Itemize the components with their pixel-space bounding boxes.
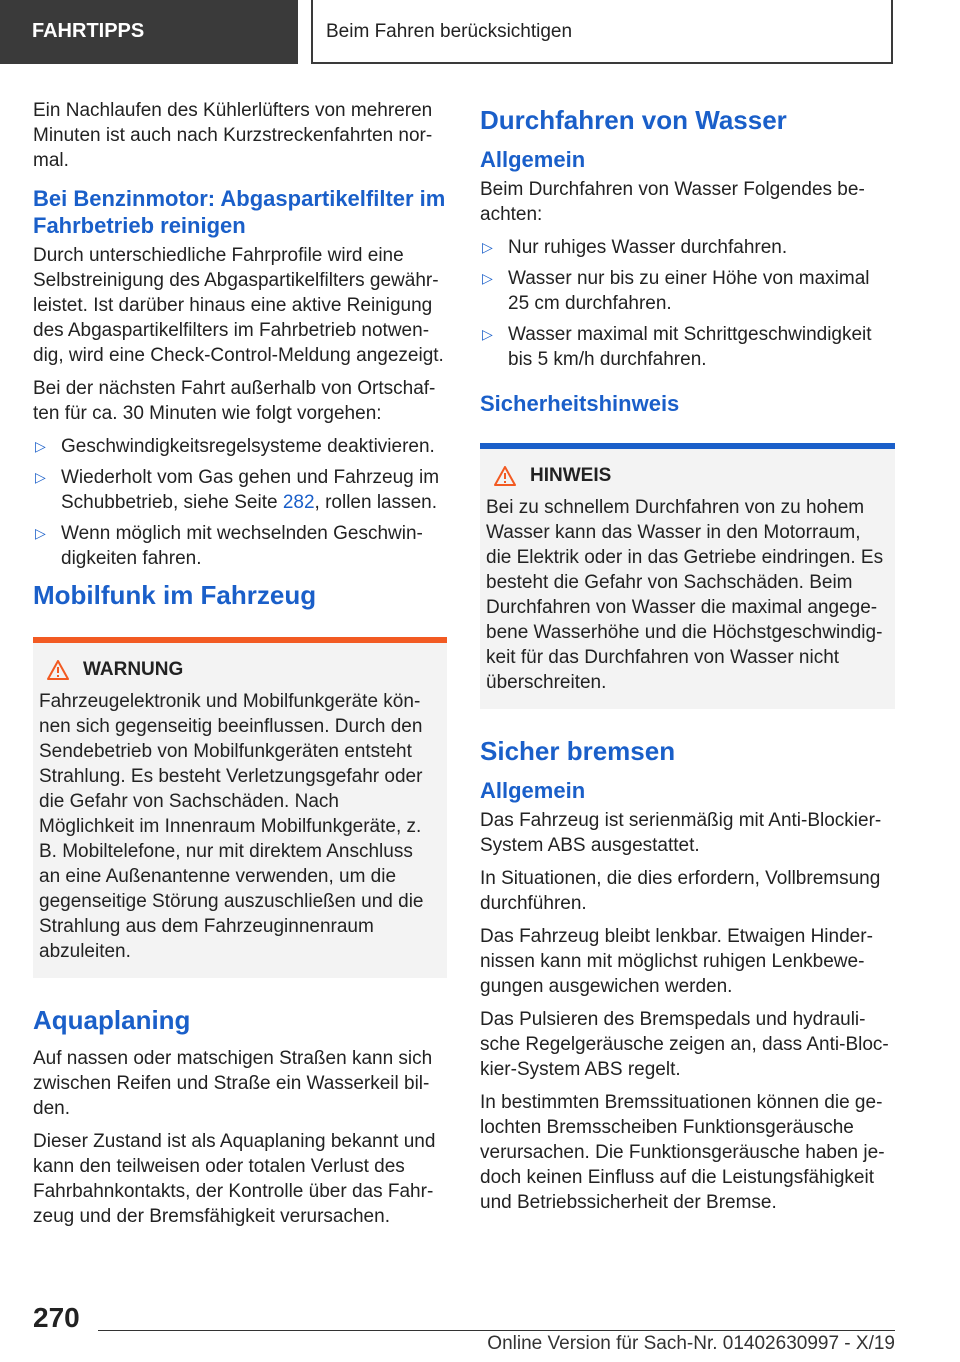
warning-header	[39, 659, 439, 681]
list-item: ▷ Wiederholt vom Gas gehen und Fahrzeug im Schubbetrieb, siehe Seite 282, rollen lassen.	[35, 467, 440, 513]
heading-durchfahren-wasser: Durchfahren von Wasser	[480, 105, 787, 135]
notice-text: Bei zu schnellem Durchfahren von zu hohem Wasser kann das Wasser in den Motorraum, die Elektrik oder in das Getriebe eindringen. Es besteht die Gefahr von Sachschäden. Beim Durchfahren von Wasser die maximal angegebene Wasserhöhe und die Höchstgeschwindigkeit für das Durchfahren von Wasser nicht überschreiten.	[486, 497, 884, 693]
warning-triangle-icon	[47, 660, 69, 680]
paragraph-brems-4: Das Pulsieren des Bremspedals und hydraulische Regelgeräusche zeigen an, dass Anti-Blockier-System ABS regelt.	[480, 1009, 889, 1080]
section-tab: FAHRTIPPS	[0, 0, 298, 64]
triangle-right-icon: ▷	[35, 469, 46, 485]
page-header	[0, 0, 960, 66]
notice-label: HINWEIS	[530, 465, 612, 486]
list-item: ▷ Wasser nur bis zu einer Höhe von maximal 25 cm durchfahren.	[482, 268, 870, 314]
paragraph-benzin-2: Bei der nächsten Fahrt außerhalb von Ortschaften für ca. 30 Minuten wie folgt vorgehen:	[33, 378, 436, 424]
bullet-list-wasser	[480, 235, 895, 372]
list-item: ▷ Wenn möglich mit wechselnden Geschwindigkeiten fahren.	[35, 523, 423, 569]
triangle-right-icon: ▷	[482, 239, 493, 255]
bullet-list-benzin	[33, 434, 447, 571]
triangle-right-icon: ▷	[35, 438, 46, 454]
page-number: 270	[33, 1302, 80, 1333]
right-column	[480, 98, 895, 1223]
heading-benzinmotor: Bei Benzinmotor: Abgaspartikelfilter im Fahrbetrieb reinigen	[33, 186, 446, 238]
triangle-right-icon: ▷	[482, 270, 493, 286]
paragraph-intro: Ein Nachlaufen des Kühlerlüfters von mehreren Minuten ist auch nach Kurzstreckenfahrten normal.	[33, 100, 433, 171]
chapter-title: Beim Fahren berücksichtigen	[311, 0, 893, 64]
heading-allgemein-bremsen: Allgemein	[480, 778, 586, 803]
warning-triangle-icon	[494, 466, 516, 486]
warning-text: Fahrzeugelektronik und Mobilfunkgeräte können sich gegenseitig beeinflussen. Durch den Sendebetrieb von Mobilfunkgeräten entsteht Strahlung. Es besteht Verletzungsgefahr oder die Gefahr von Sachschäden. Nach Möglichkeit im Innenraum Mobilfunkgeräte, z. B. Mobiltelefone, nur mit direktem Anschluss an eine Außenantenne verwenden, um die gegenseitige Störung auszuschließen und die Strahlung aus dem Fahrzeuginnenraum abzuleiten.	[39, 691, 424, 962]
heading-sicher-bremsen: Sicher bremsen	[480, 736, 676, 766]
footer-divider	[98, 1330, 895, 1331]
footer-text: Online Version für Sach-Nr. 01402630997 - X/19	[487, 1333, 895, 1354]
paragraph-brems-1: Das Fahrzeug ist serienmäßig mit Anti-Blockier-System ABS ausgestattet.	[480, 810, 882, 856]
heading-allgemein-wasser: Allgemein	[480, 147, 586, 172]
paragraph-brems-5: In bestimmten Bremssituationen können die gelochten Bremsscheiben Funktionsgeräusche verursachen. Die Funktionsgeräusche haben jedoch keinen Einfluss auf die Leistungsfähigkeit und Betriebssicherheit der Bremse.	[480, 1092, 885, 1213]
triangle-right-icon: ▷	[482, 326, 493, 342]
heading-mobilfunk: Mobilfunk im Fahrzeug	[33, 580, 317, 610]
notice-box	[480, 443, 895, 709]
warning-label: WARNUNG	[83, 659, 184, 680]
paragraph-brems-2: In Situationen, die dies erfordern, Vollbremsung durchführen.	[480, 868, 881, 914]
paragraph-benzin-1: Durch unterschiedliche Fahrprofile wird eine Selbstreinigung des Abgaspartikelfilters gewährleistet. Ist darüber hinaus eine aktive Reinigung des Abgaspartikelfilters im Fahrbetrieb notwendig, wird eine Check-Control-Meldung angezeigt.	[33, 245, 444, 366]
heading-aquaplaning: Aquaplaning	[33, 1005, 191, 1035]
left-column	[33, 98, 447, 1237]
page-link-282[interactable]: 282	[282, 492, 315, 513]
paragraph-brems-3: Das Fahrzeug bleibt lenkbar. Etwaigen Hindernissen kann mit möglichst ruhigen Lenkbewegungen ausgewichen werden.	[480, 926, 873, 997]
paragraph-wasser: Beim Durchfahren von Wasser Folgendes beachten:	[480, 179, 865, 225]
triangle-right-icon: ▷	[35, 525, 46, 541]
list-item: ▷ Geschwindigkeitsregelsysteme deaktivieren.	[35, 436, 435, 457]
list-item: ▷ Wasser maximal mit Schrittgeschwindigkeit bis 5 km/h durchfahren.	[482, 324, 872, 370]
heading-sicherheitshinweis: Sicherheitshinweis	[480, 391, 680, 416]
paragraph-aqua-1: Auf nassen oder matschigen Straßen kann sich zwischen Reifen und Straße ein Wasserkeil bilden.	[33, 1048, 433, 1119]
paragraph-aqua-2: Dieser Zustand ist als Aquaplaning bekannt und kann den teilweisen oder totalen Verlust des Fahrbahnkontakts, der Kontrolle über das Fahrzeug und der Bremsfähigkeit verursachen.	[33, 1131, 436, 1227]
notice-header	[486, 465, 887, 487]
list-item: ▷ Nur ruhiges Wasser durchfahren.	[482, 237, 788, 258]
warning-box	[33, 637, 447, 978]
